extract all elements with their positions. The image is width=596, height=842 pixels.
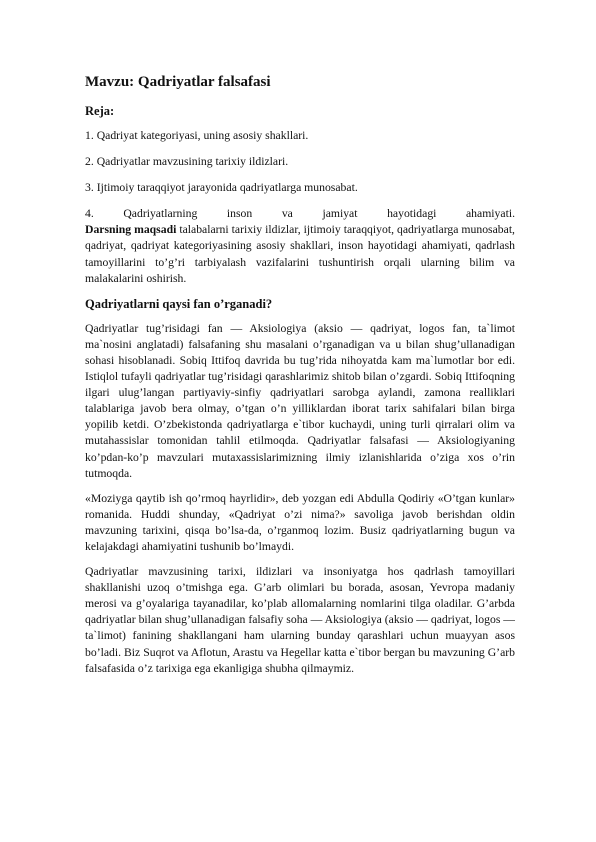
plan-item-3: 3. Ijtimoiy taraqqiyot jarayonida qadriyatlarga munosabat.	[85, 181, 358, 195]
document-title: Mavzu: Qadriyatlar falsafasi	[85, 74, 271, 90]
plan-item-4-block	[85, 206, 515, 286]
paragraph-2: «Moziyga qaytib ish qo’rmoq hayrlidir», deb yozgan edi Abdulla Qodiriy «O’tgan kunlar» romanida. Huddi shunday, «Qadriyat o’zi nima?» savoliga javob berishdan oldin mavzuning tarixini, qisqa bo’lsa-da, o’rganmoq lozim. Busiz qadriyatlarning bugun va kelajakdagi ahamiyatini tushunib bo’lmaydi.	[85, 491, 515, 553]
plan-heading: Reja:	[85, 104, 115, 118]
paragraph-1: Qadriyatlar tug’risidagi fan — Aksiologiya (aksio — qadriyat, logos fan, ta`limot ma`nosini anglatadi) falsafaning shu masalani o’rganadigan va u bilan shug’ullanadigan sohasi hisoblanadi. Sobiq Ittifoq davrida bu tug’rida nihoyatda kam ma`lumotlar bor edi. Istiqlol tufayli qadriyatlar tug’risidagi qarashlarimiz shitob bilan o’zgardi. Sobiq Ittifoqning ilgari ulug’langan partiyaviy-sinfiy qadriyatlari sarobga aylandi, zamona realliklari talablariga javob bera olmay, o’tgan o’n yilliklardan iborat tarix sahifalari bilan birga yopilib ketdi. O’zbekistonda qadriyatlarga e`tibor kuchaydi, uning turli qirralari olim va mutahassislar tomonidan tahlil etilmoqda. Qadriyatlar falsafasi — Aksiologiyaning ko’pdan-ko’p mavzulari mutaxassislarimizning ilmiy izlanishlarida o’ziga xos o’rin tutmoqda.	[85, 321, 515, 480]
plan-item-2: 2. Qadriyatlar mavzusining tarixiy ildizlari.	[85, 155, 289, 169]
paragraph-3: Qadriyatlar mavzusining tarixi, ildizlari va insoniyatga hos qadrlash tamoyillari shakllanishi uzoq o’tmishga ega. G’arb olimlari bu borada, asosan, Yevropa madaniy merosi va g’oyalariga tayanadilar, ko’plab allomalarning nomlarini tilga oladilar. G’arbda qadriyatlar bilan shug’ullanadigan falsafiy soha — Aksiologiya (aksio — qadriyat, logos — ta`limot) fanining shakllangani ham ularning bunday qarashlari uchun muayyan asos bo’ladi. Biz Suqrot va Aflotun, Arastu va Hegellar katta e`tibor bergan bu mavzuning G’arb falsafasida o’z tarixiga ega ekanligiga shubha qilmaymiz.	[85, 565, 515, 675]
lesson-goal-text: talabalarni tarixiy ildizlar, ijtimoiy taraqqiyot, qadriyatlarga munosabat, qadriyat, qadriyat kategoriyasining asosiy shakllari, inson hayotidagi ahamiyati, qadrlash tamoyillarini to’g’ri tarbiyalash vazifalarini tushuntirish orqali ularning bilim va malakalarini oshirish.	[85, 223, 515, 285]
lesson-goal	[85, 222, 515, 286]
plan-item-4: 4. Qadriyatlarning inson va jamiyat hayotidagi ahamiyati.	[85, 207, 515, 221]
document-page	[85, 73, 515, 677]
section-heading: Qadriyatlarni qaysi fan o’rganadi?	[85, 296, 273, 311]
lesson-goal-label: Darsning maqsadi	[85, 223, 177, 237]
plan-item-1: 1. Qadriyat kategoriyasi, uning asosiy shakllari.	[85, 129, 309, 142]
